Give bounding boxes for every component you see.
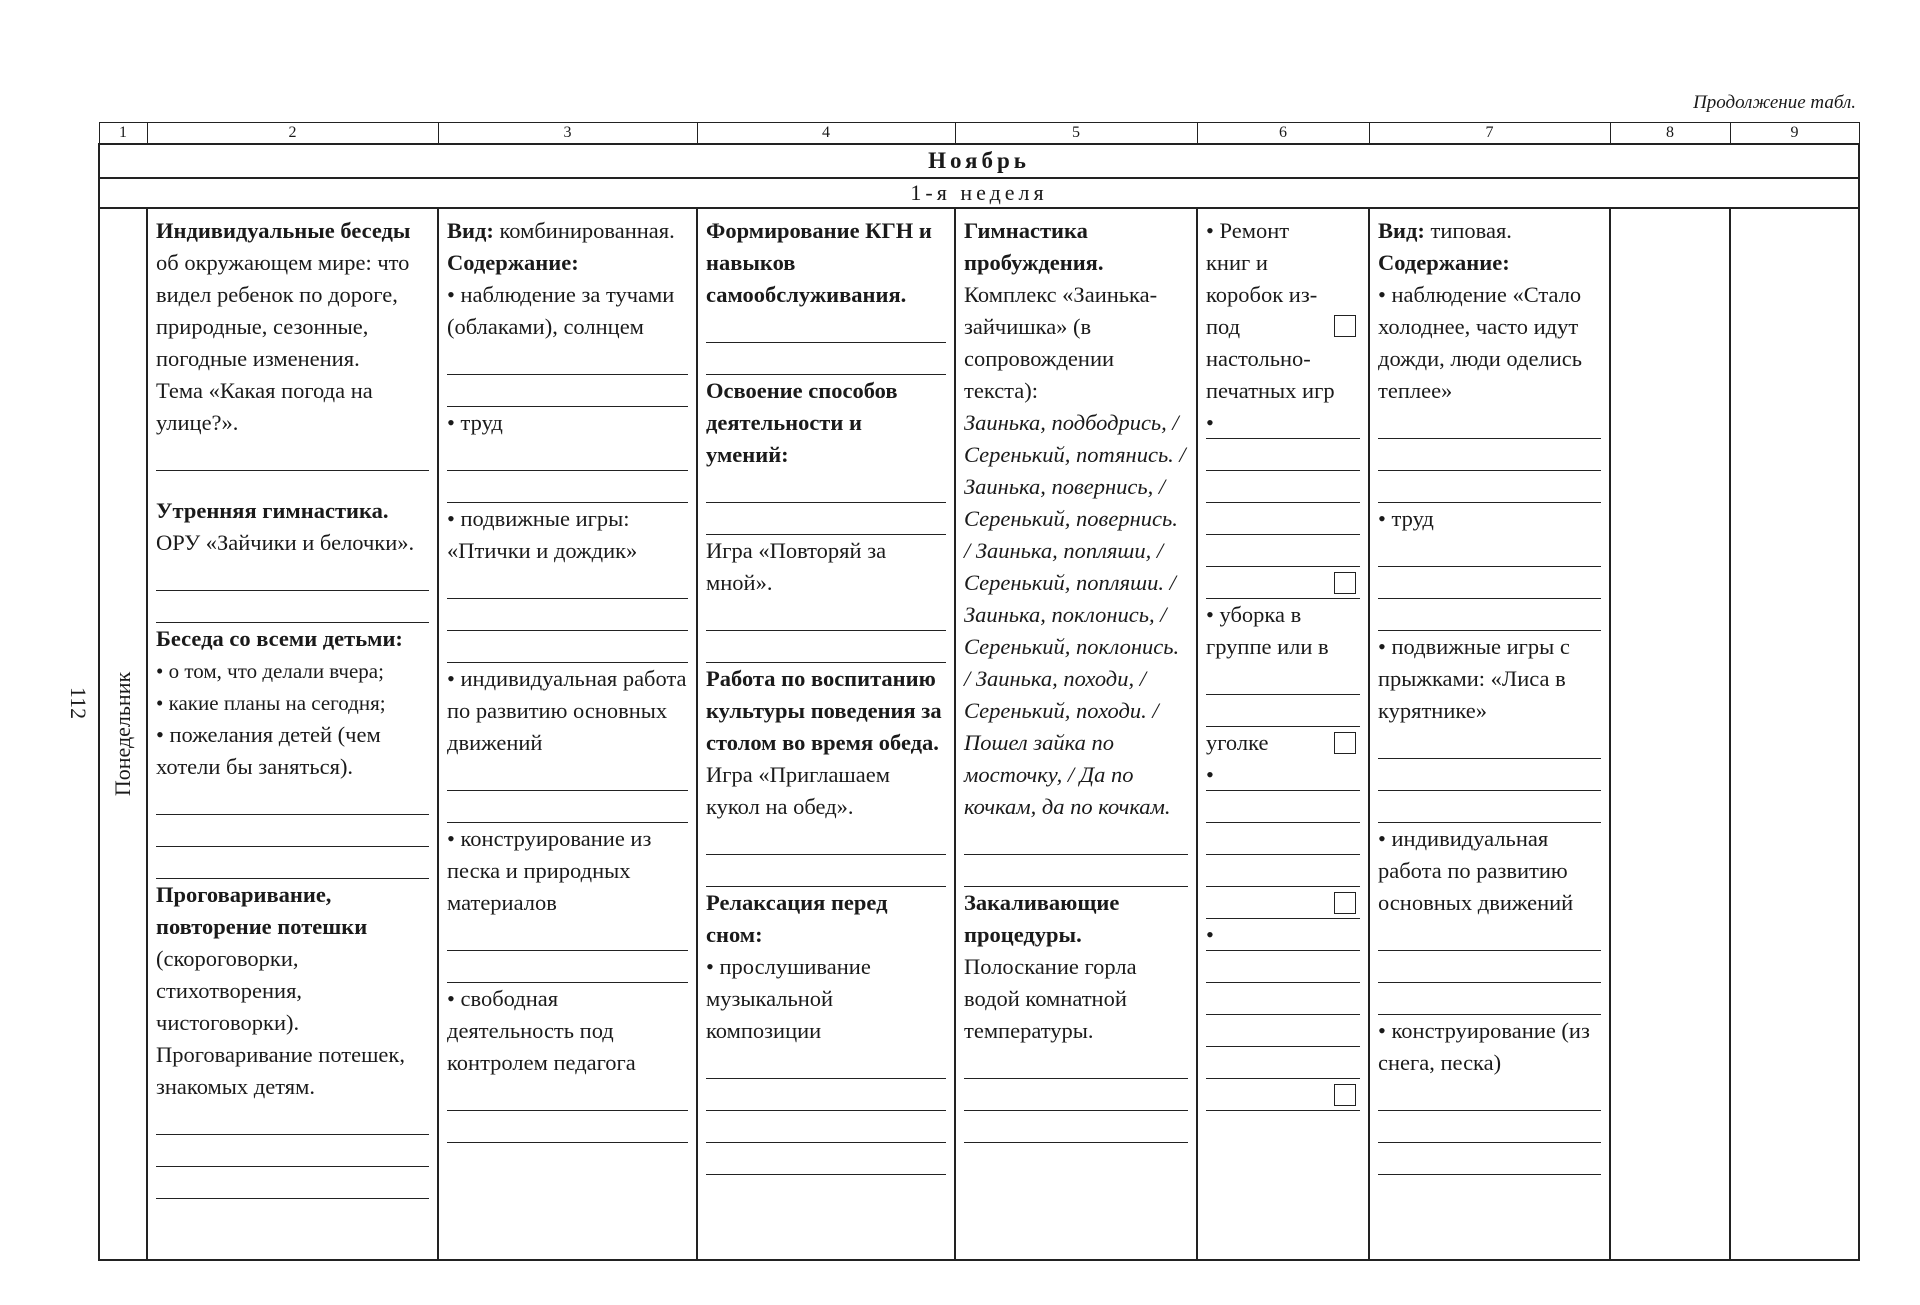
theme-text: Тема «Какая погода на улице?». bbox=[156, 378, 373, 435]
note-line bbox=[156, 815, 429, 847]
evening-walk-cell bbox=[1369, 208, 1610, 1260]
walk-content-label: Содержание: bbox=[447, 250, 579, 275]
walk-type-label: Вид: bbox=[447, 218, 494, 243]
column-number: 3 bbox=[438, 123, 697, 145]
note-line bbox=[156, 1103, 429, 1135]
walk-item: • индивидуальная работа по развитию основных движений bbox=[447, 666, 687, 755]
bullet-mark: • bbox=[1206, 922, 1214, 947]
group-talk-item: • какие планы на сегодня; bbox=[156, 691, 386, 715]
month-header: Ноябрь bbox=[99, 144, 1859, 178]
note-line bbox=[447, 599, 688, 631]
note-line bbox=[706, 343, 946, 375]
walk-item: • труд bbox=[447, 410, 503, 435]
nursery-rhyme-text: (скороговорки, стихотворения, чистоговорки). Проговаривание потешек, знакомых детям. bbox=[156, 946, 405, 1099]
group-talk-item: • о том, что делали вчера; bbox=[156, 659, 384, 683]
routine-cell bbox=[697, 208, 955, 1260]
note-line bbox=[1206, 1047, 1360, 1079]
note-line bbox=[1378, 727, 1601, 759]
note-line bbox=[1378, 535, 1601, 567]
note-line bbox=[1378, 919, 1601, 951]
note-line bbox=[447, 951, 688, 983]
note-line bbox=[156, 1167, 429, 1199]
note-line bbox=[447, 919, 688, 951]
empty-cell-col9 bbox=[1730, 208, 1859, 1260]
note-line bbox=[964, 855, 1188, 887]
note-line bbox=[156, 591, 429, 623]
bullet-mark: • bbox=[1206, 762, 1214, 787]
note-line bbox=[706, 855, 946, 887]
walk-item: • конструирование из песка и природных материалов bbox=[447, 826, 652, 915]
note-line bbox=[1378, 1111, 1601, 1143]
note-line bbox=[706, 503, 946, 535]
note-line bbox=[447, 1079, 688, 1111]
checkbox[interactable] bbox=[1334, 1084, 1356, 1106]
note-line bbox=[1206, 919, 1360, 951]
note-line bbox=[1378, 1079, 1601, 1111]
note-line bbox=[706, 631, 946, 663]
note-line bbox=[156, 559, 429, 591]
note-line bbox=[1378, 599, 1601, 631]
checkbox[interactable] bbox=[1334, 732, 1356, 754]
column-number: 7 bbox=[1369, 123, 1610, 145]
column-number: 9 bbox=[1730, 123, 1859, 145]
note-line bbox=[706, 471, 946, 503]
note-line bbox=[1206, 567, 1360, 599]
skills-title: Освоение способов деятельности и умений: bbox=[706, 378, 898, 467]
note-line bbox=[1206, 855, 1360, 887]
evening-type-value: типовая. bbox=[1424, 218, 1512, 243]
note-line bbox=[1378, 567, 1601, 599]
labor-cell bbox=[1197, 208, 1369, 1260]
note-line bbox=[1206, 823, 1360, 855]
note-line bbox=[1206, 439, 1360, 471]
walk-cell bbox=[438, 208, 697, 1260]
note-line bbox=[447, 791, 688, 823]
group-talk-item: • пожелания детей (чем хотели бы заняться). bbox=[156, 722, 381, 779]
checkbox[interactable] bbox=[1334, 892, 1356, 914]
column-number: 1 bbox=[99, 123, 147, 145]
note-line bbox=[156, 847, 429, 879]
note-line bbox=[1206, 407, 1360, 439]
morning-gymnastics-title: Утренняя гимнастика. bbox=[156, 498, 389, 523]
note-line bbox=[1206, 503, 1360, 535]
morning-gymnastics-text: ОРУ «Зайчики и белочки». bbox=[156, 530, 415, 555]
note-line bbox=[447, 1111, 688, 1143]
column-number: 2 bbox=[147, 123, 438, 145]
note-line bbox=[1378, 1143, 1601, 1175]
labor-item: • уборка в группе или в bbox=[1206, 602, 1329, 659]
empty-cell-col8 bbox=[1610, 208, 1730, 1260]
note-line bbox=[447, 343, 688, 375]
note-line bbox=[1206, 535, 1360, 567]
note-line bbox=[706, 1047, 946, 1079]
poem-text: Заинька, подбодрись, / Серенький, потянись. / Заинька, повернись, / Серенький, повернись. / Заинька, попляши, / Серенький, попляши. / Заинька, поклонись, / Серенький, поклонись. / Заинька, походи, / Серенький, походи. / Пошел зайка по мосточку, / Да по кочкам, да по кочкам. bbox=[964, 410, 1186, 819]
note-line bbox=[964, 823, 1188, 855]
column-number: 4 bbox=[697, 123, 955, 145]
note-line bbox=[156, 439, 429, 471]
note-line bbox=[156, 783, 429, 815]
individual-talks-title: Индивидуальные беседы bbox=[156, 218, 411, 243]
note-line bbox=[1206, 1015, 1360, 1047]
note-line bbox=[1378, 791, 1601, 823]
note-line bbox=[1206, 471, 1360, 503]
evening-item: • конструирование (из снега, песка) bbox=[1378, 1018, 1590, 1075]
note-line bbox=[1378, 983, 1601, 1015]
note-line bbox=[706, 1079, 946, 1111]
note-line bbox=[1206, 983, 1360, 1015]
morning-activities-cell bbox=[147, 208, 438, 1260]
self-care-title: Формирование КГН и навыков самообслуживания. bbox=[706, 218, 932, 307]
note-line bbox=[1206, 695, 1360, 727]
note-line bbox=[1206, 951, 1360, 983]
relaxation-title: Релаксация перед сном: bbox=[706, 890, 888, 947]
note-line bbox=[447, 471, 688, 503]
note-line bbox=[1378, 471, 1601, 503]
relaxation-item: • прослушивание музыкальной композиции bbox=[706, 954, 871, 1043]
bullet-mark: • bbox=[1206, 410, 1214, 435]
afternoon-cell bbox=[955, 208, 1197, 1260]
note-line bbox=[1378, 759, 1601, 791]
day-label: Понедельник bbox=[110, 671, 135, 797]
labor-item-end: уголке bbox=[1206, 727, 1360, 759]
wakeup-gymnastics-title: Гимнастика пробуждения. bbox=[964, 218, 1104, 275]
plan-table bbox=[98, 122, 1860, 1261]
labor-item: • Ремонт книг и коробок из-под настольно-печатных игр bbox=[1206, 218, 1335, 403]
note-line bbox=[706, 311, 946, 343]
note-line bbox=[447, 439, 688, 471]
note-line bbox=[964, 1047, 1188, 1079]
note-line bbox=[156, 471, 429, 495]
hardening-title: Закаливающие процедуры. bbox=[964, 890, 1120, 947]
note-line bbox=[1206, 1079, 1360, 1111]
week-header: 1-я неделя bbox=[99, 178, 1859, 208]
note-line bbox=[706, 1143, 946, 1175]
checkbox[interactable] bbox=[1334, 572, 1356, 594]
note-line bbox=[706, 599, 946, 631]
note-line bbox=[706, 1111, 946, 1143]
note-line bbox=[1378, 439, 1601, 471]
table-manners-title: Работа по воспитанию культуры поведения за столом во время обеда. bbox=[706, 666, 942, 755]
note-line bbox=[1378, 407, 1601, 439]
evening-item: • индивидуальная работа по развитию основных движений bbox=[1378, 826, 1574, 915]
note-line bbox=[447, 567, 688, 599]
note-line bbox=[706, 823, 946, 855]
walk-item: • свободная деятельность под контролем педагога bbox=[447, 986, 636, 1075]
note-line bbox=[1378, 951, 1601, 983]
column-number: 5 bbox=[955, 123, 1197, 145]
day-cell bbox=[99, 208, 147, 1260]
individual-talks-text: об окружающем мире: что видел ребенок по дороге, природные, сезонные, погодные изменения. bbox=[156, 250, 410, 371]
note-line bbox=[1206, 791, 1360, 823]
skills-game: Игра «Повторяй за мной». bbox=[706, 538, 887, 595]
walk-type-value: комбинированная. bbox=[493, 218, 675, 243]
note-line bbox=[1206, 759, 1360, 791]
continuation-note: Продолжение табл. bbox=[1693, 92, 1856, 113]
wakeup-gymnastics-text: Комплекс «Заинька-зайчишка» (в сопровождении текста): bbox=[964, 282, 1158, 403]
hardening-text: Полоскание горла водой комнатной температуры. bbox=[964, 954, 1137, 1043]
note-line bbox=[447, 631, 688, 663]
evening-item: • подвижные игры с прыжками: «Лиса в курятнике» bbox=[1378, 634, 1570, 723]
note-line bbox=[156, 1135, 429, 1167]
walk-item: • наблюдение за тучами (облаками), солнцем bbox=[447, 282, 675, 339]
nursery-rhyme-title: Проговаривание, повторение потешки bbox=[156, 882, 368, 939]
checkbox[interactable] bbox=[1334, 315, 1356, 337]
group-talk-title: Беседа со всеми детьми: bbox=[156, 626, 403, 651]
evening-item: • труд bbox=[1378, 506, 1434, 531]
walk-item: • подвижные игры: «Птички и дождик» bbox=[447, 506, 638, 563]
note-line bbox=[1206, 663, 1360, 695]
column-number: 8 bbox=[1610, 123, 1730, 145]
note-line bbox=[447, 759, 688, 791]
page-number: 112 bbox=[66, 686, 91, 720]
note-line bbox=[447, 375, 688, 407]
note-line bbox=[964, 1111, 1188, 1143]
evening-content-label: Содержание: bbox=[1378, 250, 1510, 275]
evening-type-label: Вид: bbox=[1378, 218, 1425, 243]
column-number-row bbox=[99, 123, 1859, 145]
table-manners-game: Игра «Приглашаем кукол на обед». bbox=[706, 762, 890, 819]
note-line bbox=[1206, 887, 1360, 919]
column-number: 6 bbox=[1197, 123, 1369, 145]
evening-item: • наблюдение «Стало холоднее, часто идут дожди, люди оделись теплее» bbox=[1378, 282, 1582, 403]
note-line bbox=[964, 1079, 1188, 1111]
